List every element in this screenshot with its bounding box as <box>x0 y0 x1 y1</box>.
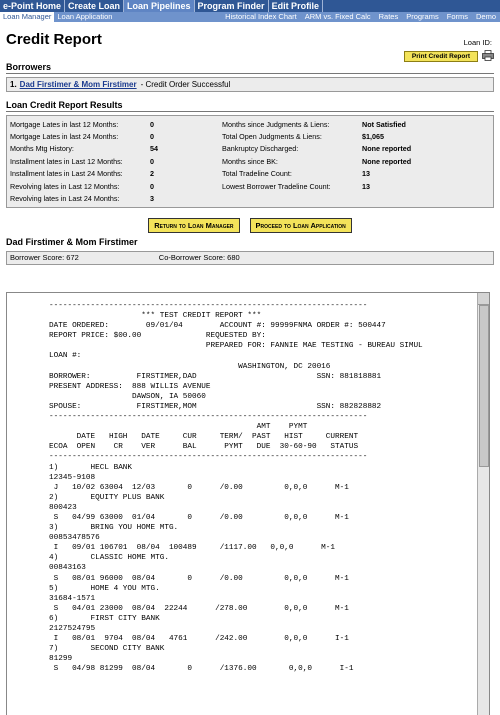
result-value: 0 <box>150 156 154 166</box>
result-value: 0 <box>150 181 154 191</box>
scroll-up-arrow-icon[interactable] <box>478 293 489 305</box>
link-historical-index-chart[interactable]: Historical Index Chart <box>225 12 297 21</box>
result-label: Revolving lates in Last 24 Months: <box>10 194 120 204</box>
result-value: 0 <box>150 132 154 142</box>
subtab-loan-manager[interactable]: Loan Manager <box>0 12 54 22</box>
link-arm-vs-fixed-calc[interactable]: ARM vs. Fixed Calc <box>304 12 371 21</box>
scores-row <box>6 251 494 265</box>
result-value: 2 <box>150 169 154 179</box>
results-heading: Loan Credit Report Results <box>6 100 494 112</box>
borrower-row <box>6 77 494 92</box>
tab-edit-profile[interactable]: Edit Profile <box>269 0 324 12</box>
result-label: Mortgage Lates in last 24 Months: <box>10 132 119 142</box>
print-credit-report-button[interactable]: Print Credit Report <box>404 51 478 62</box>
borrower-name-link[interactable]: Dad Firstimer & Mom Firstimer <box>19 80 137 89</box>
borrower-score: Borrower Score: 672 <box>10 253 79 263</box>
result-label: Months Mtg History: <box>10 144 74 154</box>
borrower-status: - Credit Order Successful <box>140 80 231 89</box>
top-navigation <box>0 0 500 12</box>
return-to-loan-manager-button[interactable]: Return to Loan Manager <box>148 218 239 233</box>
link-demo[interactable]: Demo <box>475 12 496 21</box>
result-label: Mortgage Lates in last 12 Months: <box>10 119 119 129</box>
result-label: Months since BK: <box>222 156 278 166</box>
borrowers-heading: Borrowers <box>6 62 494 74</box>
result-label: Total Tradeline Count: <box>222 169 292 179</box>
link-programs[interactable]: Programs <box>406 12 439 21</box>
sub-navigation <box>0 12 500 22</box>
credit-report-frame <box>6 292 490 715</box>
report-scrollbar[interactable] <box>477 293 489 715</box>
result-value: 0 <box>150 119 154 129</box>
scroll-thumb[interactable] <box>479 305 489 467</box>
result-value: Not Satisfied <box>362 119 406 129</box>
result-label: Total Open Judgments & Liens: <box>222 132 322 142</box>
tab-program-finder[interactable]: Program Finder <box>195 0 269 12</box>
loan-id-label: Loan ID: <box>463 38 492 47</box>
result-value: 13 <box>362 169 370 179</box>
results-panel <box>6 115 494 208</box>
link-rates[interactable]: Rates <box>378 12 399 21</box>
result-label: Installment lates in Last 12 Months: <box>10 156 123 166</box>
action-buttons <box>0 218 500 233</box>
scores-heading: Dad Firstimer & Mom Firstimer <box>6 236 138 247</box>
result-label: Bankruptcy Discharged: <box>222 144 299 154</box>
result-label: Months since Judgments & Liens: <box>222 119 330 129</box>
borrower-number: 1. <box>10 80 17 89</box>
result-value: $1,065 <box>362 132 384 142</box>
page-header <box>0 22 500 62</box>
result-value: 13 <box>362 181 370 191</box>
result-label: Lowest Borrower Tradeline Count: <box>222 181 331 191</box>
credit-report-text: --------------------------------------------------------------------- *** TEST CREDIT REPORT *** DATE ORDERED: 09/01/04 ACCOUNT #: 99999FNMA ORDER #: 500447 REPORT PRICE: $00.00 REQUESTED BY: PREPARED FOR: FANNIE MAE TESTING - BUREAU SIMUL LOAN #: WASHINGTON, DC 20016 BORROWER: FIRSTIMER,DAD SSN: 881818881 PRESENT ADDRESS: 888 WILLIS AVENUE DAWSON, IA 50060 SPOUSE: FIRSTIMER,MOM SSN: 882828882 --------------------------------------------------------------------- AMT PYMT DATE HIGH DATE CUR TERM/ PAST HIST CURRENT ECOA OPEN CR VER BAL PYMT DUE 30-60-90 STATUS --------------------------------------------------------------------- 1) HECL BANK 12345-9108 J 10/02 63004 12/03 0 /0.00 0,0,0 M-1 2) EQUITY PLUS BANK 800423 S 04/99 63000 01/04 0 /0.00 0,0,0 M-1 3) BRING YOU HOME MTG. 00853478576 I 09/01 106701 08/04 100489 /1117.00 0,0,0 M-1 4) CLASSIC HOME MTG. 00843163 S 08/01 96000 08/04 0 /0.00 0,0,0 M-1 5) HOME 4 YOU MTG. 31684-1571 S 04/01 23000 08/04 22244 /278.00 0,0,0 M-1 6) FIRST CITY BANK 2127524795 I 08/01 9704 08/04 4761 /242.00 0,0,0 I-1 7) SECOND CITY BANK 81299 S 04/98 81299 08/04 0 /1376.00 0,0,0 I-1 <box>49 302 423 674</box>
result-value: 54 <box>150 144 158 154</box>
page-title: Credit Report <box>6 31 102 48</box>
subtab-loan-application[interactable]: Loan Application <box>57 12 113 21</box>
result-value: None reported <box>362 144 412 154</box>
result-label: Installment lates in Last 24 Months: <box>10 169 123 179</box>
link-forms[interactable]: Forms <box>446 12 468 21</box>
result-label: Revolving lates in Last 12 Months: <box>10 181 120 191</box>
tab-create-loan[interactable]: Create Loan <box>65 0 124 12</box>
printer-icon[interactable] <box>482 50 494 61</box>
result-value: None reported <box>362 156 412 166</box>
result-value: 3 <box>150 194 154 204</box>
proceed-to-loan-application-button[interactable]: Proceed to Loan Application <box>250 218 352 233</box>
tab-epoint-home[interactable]: e-Point Home <box>0 0 65 12</box>
tab-loan-pipelines[interactable]: Loan Pipelines <box>124 0 195 12</box>
coborrower-score: Co-Borrower Score: 680 <box>158 253 240 263</box>
